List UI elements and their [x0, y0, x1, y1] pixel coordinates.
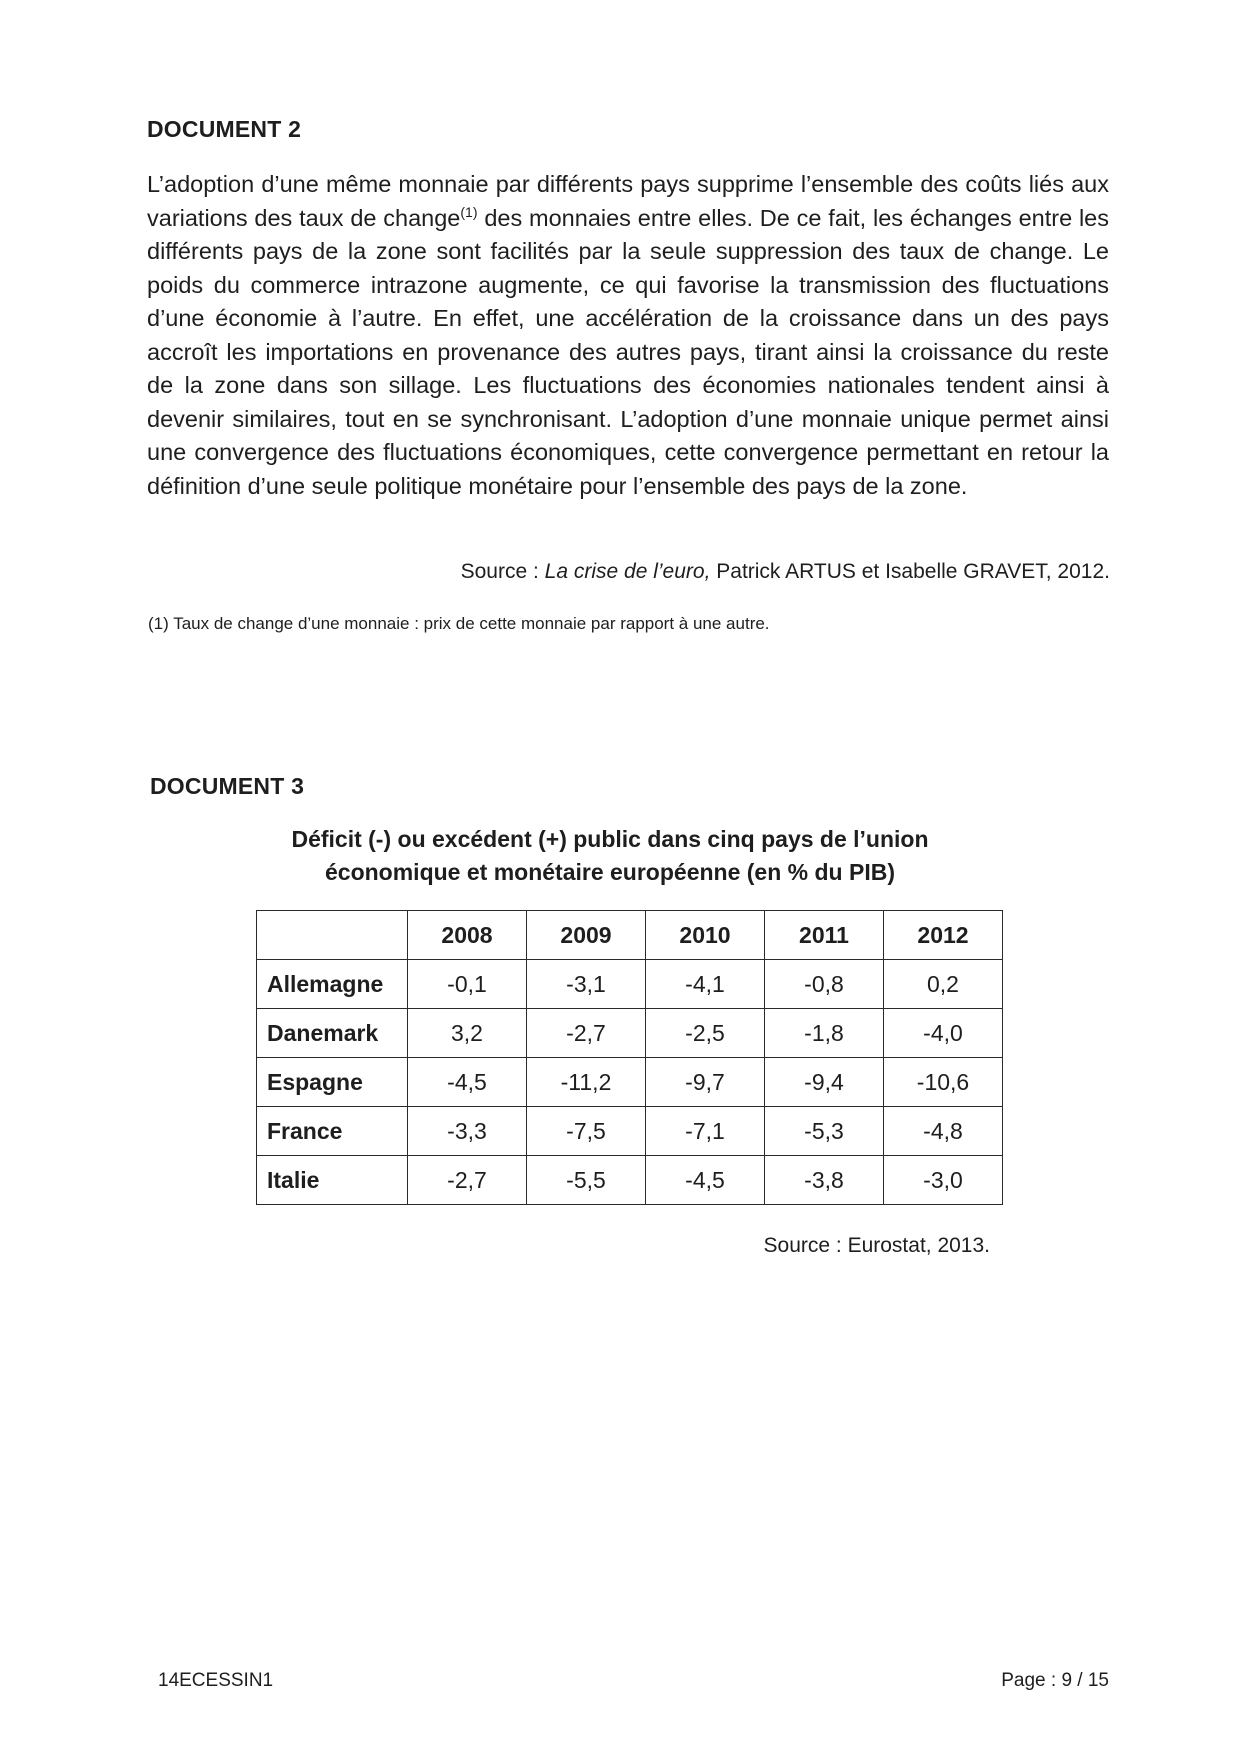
document-3-source: Source : Eurostat, 2013. — [763, 1234, 990, 1257]
year-header: 2009 — [527, 911, 646, 960]
value-cell: 3,2 — [408, 1009, 527, 1058]
footnote-reference: (1) — [460, 203, 478, 220]
value-cell: 0,2 — [884, 960, 1003, 1009]
table-title-line-2: économique et monétaire européenne (en % du PIB) — [325, 859, 895, 885]
document-2-heading: DOCUMENT 2 — [147, 116, 302, 142]
source-authors: Patrick ARTUS et Isabelle GRAVET, 2012. — [710, 560, 1110, 583]
value-cell: -3,0 — [884, 1156, 1003, 1205]
value-cell: -0,8 — [765, 960, 884, 1009]
table-row — [257, 1156, 1003, 1205]
country-cell: Danemark — [257, 1009, 408, 1058]
value-cell: -11,2 — [527, 1058, 646, 1107]
value-cell: -3,1 — [527, 960, 646, 1009]
country-cell: France — [257, 1107, 408, 1156]
value-cell: -7,5 — [527, 1107, 646, 1156]
value-cell: -9,7 — [646, 1058, 765, 1107]
year-header: 2011 — [765, 911, 884, 960]
year-header: 2008 — [408, 911, 527, 960]
table-title — [240, 823, 980, 889]
document-3-heading: DOCUMENT 3 — [150, 773, 305, 799]
value-cell: -2,7 — [527, 1009, 646, 1058]
table-row — [257, 1058, 1003, 1107]
table-row — [257, 1009, 1003, 1058]
value-cell: -7,1 — [646, 1107, 765, 1156]
document-2-footnote: (1) Taux de change d’une monnaie : prix de cette monnaie par rapport à une autre. — [148, 614, 770, 633]
table-row — [257, 1107, 1003, 1156]
document-2-paragraph — [147, 168, 1109, 503]
table-title-line-1: Déficit (-) ou excédent (+) public dans cinq pays de l’union — [291, 826, 929, 852]
document-2-source — [461, 560, 1110, 584]
value-cell: -9,4 — [765, 1058, 884, 1107]
value-cell: -4,5 — [408, 1058, 527, 1107]
value-cell: -4,1 — [646, 960, 765, 1009]
value-cell: -4,8 — [884, 1107, 1003, 1156]
paragraph-text-part-1: L’adoption d’une même monnaie par différents pays supprime l’ensemble des coûts liés aux variations des taux de change — [147, 171, 1109, 231]
year-header: 2010 — [646, 911, 765, 960]
value-cell: -3,3 — [408, 1107, 527, 1156]
country-cell: Italie — [257, 1156, 408, 1205]
page-number: Page : 9 / 15 — [1001, 1670, 1109, 1691]
value-cell: -4,0 — [884, 1009, 1003, 1058]
value-cell: -5,3 — [765, 1107, 884, 1156]
source-title: La crise de l’euro, — [544, 560, 711, 583]
exam-code: 14ECESSIN1 — [158, 1670, 274, 1691]
year-header: 2012 — [884, 911, 1003, 960]
paragraph-text-part-2: des monnaies entre elles. De ce fait, les échanges entre les différents pays de la zone sont facilités par la seule suppression des taux de change. Le poids du commerce intrazone augmente, ce qui favorise la transmission des fluctuations d’une économie à l’autre. En effet, une accélération de la croissance dans un des pays accroît les importations en provenance des autres pays, tirant ainsi la croissance du reste de la zone dans son sillage. Les fluctuations des économies nationales tendent ainsi à devenir similaires, tout en se synchronisant. L’adoption d’une monnaie unique permet ainsi une convergence des fluctuations économiques, cette convergence permettant en retour la définition d’une seule politique monétaire pour l’ensemble des pays de la zone. — [147, 204, 1109, 499]
value-cell: -10,6 — [884, 1058, 1003, 1107]
deficit-table — [256, 910, 1003, 1205]
country-cell: Allemagne — [257, 960, 408, 1009]
value-cell: -5,5 — [527, 1156, 646, 1205]
country-cell: Espagne — [257, 1058, 408, 1107]
value-cell: -2,7 — [408, 1156, 527, 1205]
table-header-row — [257, 911, 1003, 960]
table-row — [257, 960, 1003, 1009]
value-cell: -0,1 — [408, 960, 527, 1009]
value-cell: -4,5 — [646, 1156, 765, 1205]
value-cell: -3,8 — [765, 1156, 884, 1205]
source-prefix: Source : — [460, 560, 545, 583]
value-cell: -2,5 — [646, 1009, 765, 1058]
table-corner-cell — [257, 911, 408, 960]
value-cell: -1,8 — [765, 1009, 884, 1058]
